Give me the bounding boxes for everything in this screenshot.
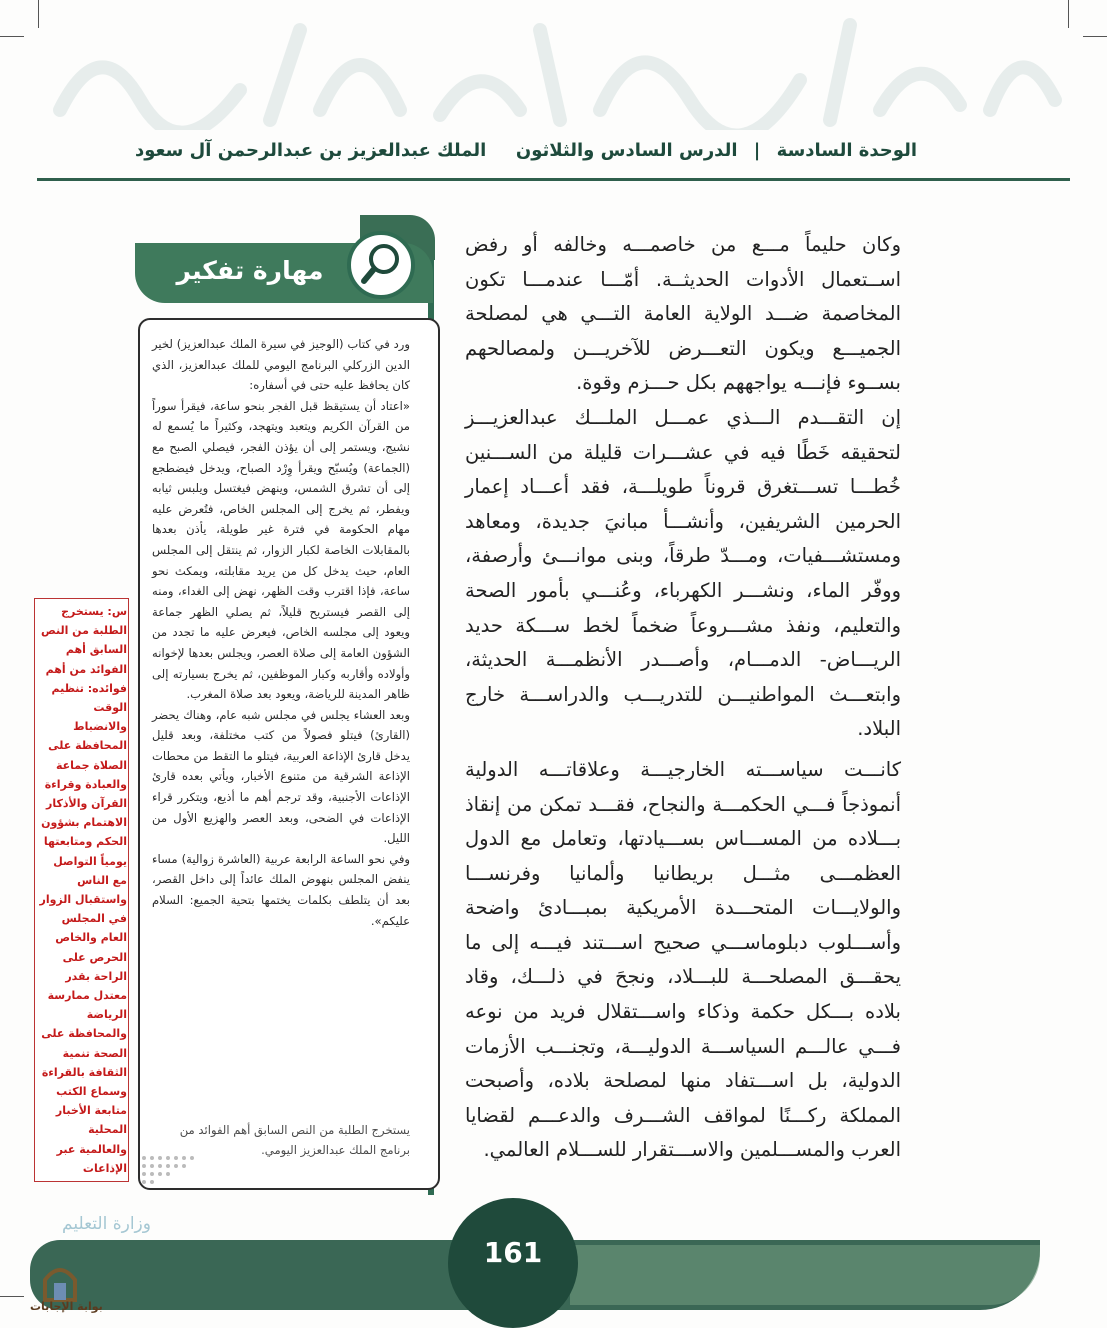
decorative-dots bbox=[138, 1150, 198, 1190]
paragraph: إن التقـــدم الـــذي عمـــل الملـــك عبدالعزيـــز لتحقيقه خَطًا فيه في عشـــرات قليلة من الســـنين خُطـــا تســـتغرق قروناً طويلـــة، فقد أعـــاد إعمار الحرمين الشريفين، وأنشـــأ مبانيَ جديدة، ومعاهد ومستشـــفيات، ومـــدّ طرقاً، وبنى موانـــئ وأرصفة، ووفّر الماء، ونشـــر الكهرباء، وعُنـــي بأمور الصحة والتعليم، ونفذ مشـــروعاً ضخماً لخط ســـكة حديد الريـــاض- الدمـــام، وأصـــدر الأنظمـــة الحديثة، وابتعـــث المواطنيـــن للتدريـــب والدراســـة خارج البلاد. bbox=[465, 405, 901, 741]
footer-band-accent bbox=[570, 1245, 1040, 1305]
calligraphy-watermark bbox=[40, 10, 1070, 130]
skill-paragraph: وبعد العشاء يجلس في مجلس شبه عام، وهناك يحضر (القارئ) فيتلو فصولاً من كتب مختلفة، وبعد قليل يدخل قارئ الإذاعة العربية، فيتلو ما التقط من محطات الإذاعة الشرقية من متنوع الأخبار، ويأتي بعده قارئ الإذاعات الأجنبية، وقد ترجم أهم ما أذيع، ويتكرر قراء الإذاعات في الضحى، وبعد العصر والهزيع الأول من الليل. bbox=[152, 707, 410, 846]
magnifier-icon bbox=[347, 231, 415, 299]
page-number: 161 bbox=[483, 1236, 543, 1269]
crop-mark bbox=[1083, 36, 1107, 37]
main-body bbox=[465, 228, 923, 1168]
lesson-title: الدرس السادس والثلاثون bbox=[515, 140, 738, 161]
header-divider bbox=[37, 178, 1070, 181]
crop-mark bbox=[0, 36, 24, 37]
ministry-watermark: وزارة التعليم bbox=[62, 1214, 151, 1234]
crop-mark bbox=[38, 0, 39, 28]
site-logo-text: بوابة الإجابات bbox=[30, 1300, 103, 1313]
skill-paragraph: ورد في كتاب (الوجيز في سيرة الملك عبدالعزيز) لخير الدين الزركلي البرنامج اليومي للملك عبدالعزيز، الذي كان يحافظ عليه حتى في أسفاره: bbox=[152, 337, 410, 393]
paragraph: وكان حليماً مـــع من خاصمـــه وخالفه أو رفض اســتعمال الأدوات الحديثــة. أمّـــا عندمـــا تكون المخاصمة ضـــد الولاية العامة التـــي هي لمصلحة الجميـــع ويكون التعـــرض للآخريـــن ولمصالحهم بســوء فإنـــه يواجههم بكل حـــزم وقوة. bbox=[465, 233, 901, 395]
skill-paragraph: «اعتاد أن يستيقظ قبل الفجر بنحو ساعة، فيقرأ سوراً من القرآن الكريم ويتعبد ويتهجد، وكثيراً ما يُسمع له نشيج، ويستمر إلى أن يؤذن الفجر، فيصلي الصبح مع (الجماعة) ويُسبّح ويقرأ وِرْد الصباح، ويدخل فيضطجع إلى أن تشرق الشمس، وينهض فيغتسل ويلبس ثيابه ويفطر، ثم يخرج إلى المجلس الخاص، فتُعرض عليه مهام الحكومة في فترة غير طويلة، يأذن بعدها بالمقابلات الخاصة لكبار الزوار، ثم ينتقل إلى المجلس العام، حيث يدخل كل من يريد مقابلته، ويمكث نحو ساعة، فإذا اقترب وقت الظهر، نهض إلى الغداء، ومنه إلى القصر فيستريح قليلاً، ثم يصلي الظهر جماعة ويعود إلى مجلسه الخاص، فيعرض عليه ما تجدد من الشؤون العامة إلى صلاة العصر، ويجلس بعدها لإخوانه وأولاده وأقاربه وكبار الموظفين، ثم يخرج بسيارته إلى ظاهر المدينة للرياضة، ويعود بعد صلاة المغرب. bbox=[152, 398, 410, 702]
skill-task: يستخرج الطلبة من النص السابق أهم الفوائد من برنامج الملك عبدالعزيز اليومي. bbox=[179, 1123, 410, 1157]
answer-text: س: يستخرج الطلبة من النص السابق أهم الفوائد من أهم فوائده: تنظيم الوقت والانضباط المحافظة على الصلاة جماعة والعبادة وقراءة القرآن والأذكار الاهتمام بشؤون الحكم ومتابعتها يومياً التواصل مع الناس واستقبال الزوار في المجلس العام والخاص الحرص على الراحة بقدر معتدل ممارسة الرياضة والمحافظة على الصحة تنمية الثقافة بالقراءة وسماع الكتب متابعة الأخبار المحلية والعالمية عبر الإذاعات bbox=[39, 605, 127, 1175]
unit-lesson-header bbox=[516, 140, 917, 161]
skill-paragraph: وفي نحو الساعة الرابعة عربية (العاشرة زوالية) مساء ينفض المجلس بنهوض الملك عائداً إلى داخل القصر، بعد أن يتلطف بكلمات يختمها بتحية الجميع: السلام عليكم». bbox=[152, 851, 410, 928]
paragraph: كانـــت سياســـته الخارجيـــة وعلاقاتـــه الدولية أنموذجاً فـــي الحكمـــة والنجاح، فقـــد تمكن من إنقاذ بـــلاده من المســـاس بســـيادتها، وتعامل مع الدول العظمـــى مثـــل بريطانيا وألمانيا وفرنســـا والولايـــات المتحـــدة الأمريكية بمبـــادئ واضحة وأســـلوب دبلوماســـي صحيح اســـتند فيـــه إلى ما يحقـــق المصلحـــة للبـــلاد، ونجحَ في ذلـــك، وقاد بلاده بـــكل حكمة وذكاء واســـتقلال فريد من نوعه فـــي عالـــم السياســـة الدوليـــة، وتجنـــب الأزمات الدولية، بل اســـتفاد منها لمصلحة بلاده، وأصبحت المملكة ركـــنًا لمواقف الشـــرف والدعـــم لقضايا العرب والمســـلمين والاســـتقرار للســـلام العالمي. bbox=[465, 757, 901, 1162]
header-separator: | bbox=[753, 140, 761, 161]
unit-title: الوحدة السادسة bbox=[776, 140, 917, 161]
skill-text bbox=[152, 334, 410, 931]
skill-title: مهارة تفكير bbox=[176, 256, 324, 285]
topic-title: الملك عبدالعزيز بن عبدالرحمن آل سعود bbox=[135, 140, 487, 161]
